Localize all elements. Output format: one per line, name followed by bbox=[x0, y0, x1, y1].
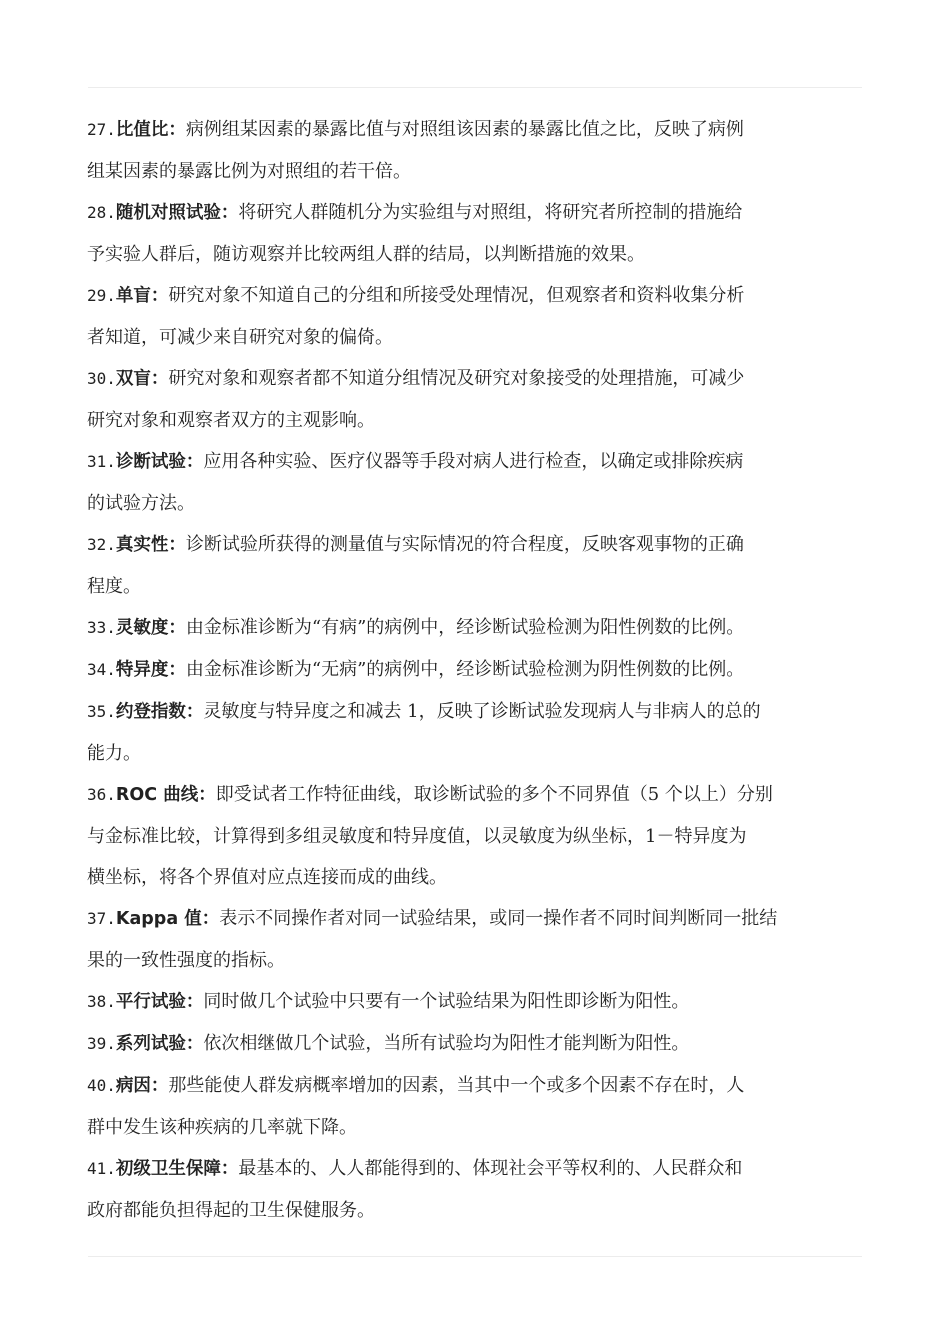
entry-line bbox=[87, 275, 877, 317]
entry-term: 约登指数： bbox=[115, 702, 204, 722]
glossary-entry-35 bbox=[87, 691, 877, 774]
entry-line: 程度。 bbox=[87, 576, 141, 597]
footer-divider bbox=[88, 1256, 862, 1257]
entry-number: 37. bbox=[87, 909, 116, 928]
entry-term: Kappa 值： bbox=[115, 909, 220, 929]
entry-term: 单盲： bbox=[115, 286, 169, 306]
glossary-entry-39 bbox=[87, 1023, 877, 1065]
glossary-entry-27 bbox=[87, 109, 877, 192]
entry-line bbox=[87, 981, 877, 1023]
glossary-entry-38 bbox=[87, 981, 877, 1023]
entry-definition: 病例组某因素的暴露比值与对照组该因素的暴露比值之比，反映了病例 bbox=[185, 119, 744, 140]
glossary-entry-37 bbox=[87, 898, 877, 981]
entry-definition: 应用各种实验、医疗仪器等手段对病人进行检查，以确定或排除疾病 bbox=[203, 451, 744, 472]
entry-term: 平行试验： bbox=[115, 992, 204, 1012]
glossary-entry-36 bbox=[87, 774, 877, 898]
glossary-entry-30 bbox=[87, 358, 877, 441]
entry-line: 予实验人群后，随访观察并比较两组人群的结局，以判断措施的效果。 bbox=[87, 244, 645, 265]
entry-number: 38. bbox=[87, 992, 116, 1011]
entry-definition: 研究对象不知道自己的分组和所接受处理情况，但观察者和资料收集分析 bbox=[168, 285, 745, 306]
entry-number: 40. bbox=[87, 1076, 116, 1095]
glossary-entry-29 bbox=[87, 275, 877, 358]
glossary-entry-41 bbox=[87, 1148, 877, 1231]
entry-line: 研究对象和观察者双方的主观影响。 bbox=[87, 410, 375, 431]
entry-definition: 最基本的、人人都能得到的、体现社会平等权利的、人民群众和 bbox=[238, 1158, 743, 1179]
entry-line: 果的一致性强度的指标。 bbox=[87, 950, 285, 971]
entry-term: 随机对照试验： bbox=[115, 203, 239, 223]
glossary-entry-40 bbox=[87, 1065, 877, 1148]
entry-line bbox=[87, 898, 877, 940]
entry-number: 36. bbox=[87, 785, 116, 804]
entry-definition: 研究对象和观察者都不知道分组情况及研究对象接受的处理措施，可减少 bbox=[168, 368, 745, 389]
entry-line: 能力。 bbox=[87, 743, 141, 764]
entry-line: 与金标准比较，计算得到多组灵敏度和特异度值，以灵敏度为纵坐标，1－特异度为 bbox=[87, 826, 747, 847]
entry-number: 29. bbox=[87, 286, 116, 305]
entry-line: 政府都能负担得起的卫生保健服务。 bbox=[87, 1200, 375, 1221]
entry-line: 组某因素的暴露比例为对照组的若干倍。 bbox=[87, 161, 411, 182]
glossary-entry-31 bbox=[87, 441, 877, 524]
entry-line bbox=[87, 649, 877, 691]
glossary-entry-33 bbox=[87, 607, 877, 649]
entry-line bbox=[87, 358, 877, 400]
entry-term: 系列试验： bbox=[115, 1034, 204, 1054]
entry-number: 34. bbox=[87, 660, 116, 679]
glossary-entry-34 bbox=[87, 649, 877, 691]
entry-definition: 表示不同操作者对同一试验结果，或同一操作者不同时间判断同一批结 bbox=[219, 908, 778, 929]
entry-number: 32. bbox=[87, 535, 116, 554]
entry-term: 诊断试验： bbox=[115, 452, 204, 472]
entry-line bbox=[87, 441, 877, 483]
entry-term: 真实性： bbox=[115, 535, 186, 555]
glossary-entry-28 bbox=[87, 192, 877, 275]
entry-line bbox=[87, 1148, 877, 1190]
entry-line bbox=[87, 607, 877, 649]
entry-line: 者知道，可减少来自研究对象的偏倚。 bbox=[87, 327, 393, 348]
glossary-list bbox=[87, 109, 877, 1231]
entry-line bbox=[87, 774, 877, 816]
entry-definition: 即受试者工作特征曲线，取诊断试验的多个不同界值（5 个以上）分别 bbox=[215, 784, 773, 805]
entry-definition: 由金标准诊断为“无病”的病例中，经诊断试验检测为阴性例数的比例。 bbox=[185, 659, 745, 680]
entry-line: 横坐标，将各个界值对应点连接而成的曲线。 bbox=[87, 867, 447, 888]
entry-definition: 灵敏度与特异度之和减去 1，反映了诊断试验发现病人与非病人的总的 bbox=[203, 701, 761, 722]
entry-definition: 那些能使人群发病概率增加的因素，当其中一个或多个因素不存在时，人 bbox=[168, 1075, 745, 1096]
entry-term: 双盲： bbox=[115, 369, 169, 389]
header-divider bbox=[88, 87, 862, 88]
entry-number: 30. bbox=[87, 369, 116, 388]
entry-line bbox=[87, 1023, 877, 1065]
entry-definition: 由金标准诊断为“有病”的病例中，经诊断试验检测为阳性例数的比例。 bbox=[185, 617, 745, 638]
entry-definition: 同时做几个试验中只要有一个试验结果为阳性即诊断为阳性。 bbox=[203, 991, 690, 1012]
entry-number: 41. bbox=[87, 1159, 116, 1178]
entry-term: 病因： bbox=[115, 1076, 169, 1096]
entry-term: 比值比： bbox=[115, 120, 186, 140]
entry-definition: 将研究人群随机分为实验组与对照组，将研究者所控制的措施给 bbox=[238, 202, 743, 223]
entry-line: 的试验方法。 bbox=[87, 493, 195, 514]
entry-line bbox=[87, 1065, 877, 1107]
entry-number: 31. bbox=[87, 452, 116, 471]
entry-line bbox=[87, 109, 877, 151]
entry-definition: 诊断试验所获得的测量值与实际情况的符合程度，反映客观事物的正确 bbox=[185, 534, 744, 555]
entry-number: 39. bbox=[87, 1034, 116, 1053]
entry-number: 28. bbox=[87, 203, 116, 222]
entry-number: 27. bbox=[87, 120, 116, 139]
entry-line bbox=[87, 691, 877, 733]
entry-definition: 依次相继做几个试验，当所有试验均为阳性才能判断为阳性。 bbox=[203, 1033, 690, 1054]
entry-term: 灵敏度： bbox=[115, 618, 186, 638]
entry-term: ROC 曲线： bbox=[115, 785, 216, 805]
entry-line bbox=[87, 192, 877, 234]
entry-number: 35. bbox=[87, 702, 116, 721]
entry-term: 特异度： bbox=[115, 660, 186, 680]
entry-line: 群中发生该种疾病的几率就下降。 bbox=[87, 1117, 357, 1138]
entry-line bbox=[87, 524, 877, 566]
glossary-entry-32 bbox=[87, 524, 877, 607]
entry-number: 33. bbox=[87, 618, 116, 637]
entry-term: 初级卫生保障： bbox=[115, 1159, 239, 1179]
